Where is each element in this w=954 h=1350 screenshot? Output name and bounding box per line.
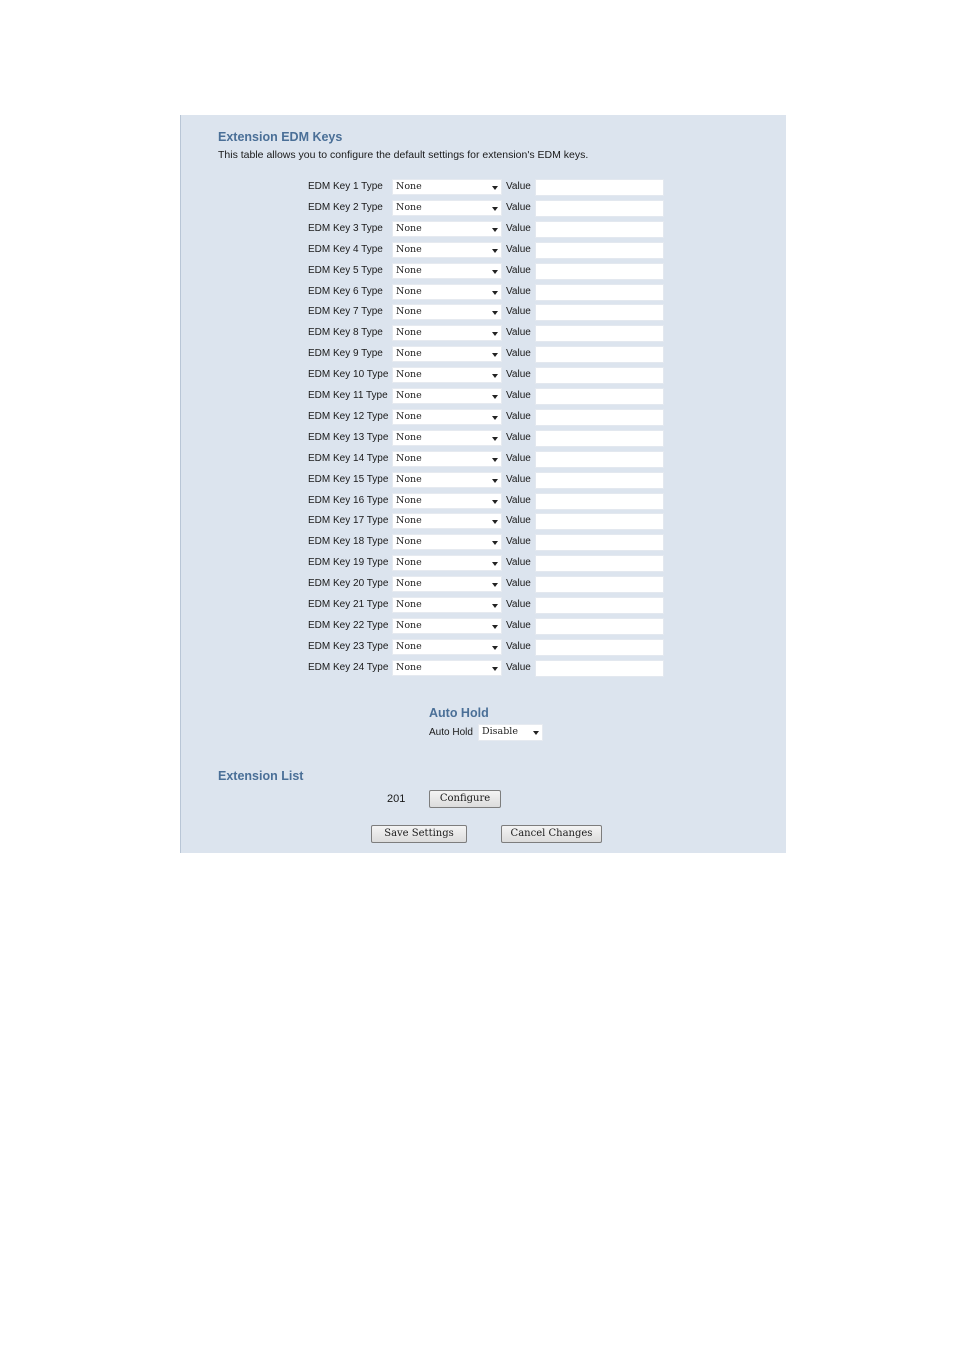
chevron-down-icon bbox=[492, 416, 498, 420]
edm-key-type-value: None bbox=[396, 494, 422, 506]
edm-key-label: EDM Key 14 Type bbox=[308, 452, 389, 464]
edm-key-label: EDM Key 12 Type bbox=[308, 410, 389, 422]
auto-hold-selected-value: Disable bbox=[482, 726, 518, 737]
edm-key-value-label: Value bbox=[506, 369, 531, 381]
chevron-down-icon bbox=[533, 731, 539, 735]
chevron-down-icon bbox=[492, 583, 498, 587]
edm-key-type-value: None bbox=[396, 222, 422, 234]
edm-key-value-input[interactable] bbox=[535, 367, 664, 384]
edm-key-type-value: None bbox=[396, 431, 422, 443]
edm-key-value-input[interactable] bbox=[535, 618, 664, 635]
edm-key-type-value: None bbox=[396, 410, 422, 422]
edm-key-type-value: None bbox=[396, 243, 422, 255]
edm-key-row bbox=[181, 388, 786, 406]
edm-key-type-select[interactable] bbox=[392, 576, 502, 592]
chevron-down-icon bbox=[492, 207, 498, 211]
edm-key-value-label: Value bbox=[506, 327, 531, 339]
edm-key-label: EDM Key 9 Type bbox=[308, 348, 383, 360]
edm-key-value-input[interactable] bbox=[535, 221, 664, 238]
edm-key-value-input[interactable] bbox=[535, 263, 664, 280]
edm-key-value-input[interactable] bbox=[535, 284, 664, 301]
chevron-down-icon bbox=[492, 604, 498, 608]
edm-key-type-select[interactable] bbox=[392, 284, 502, 300]
edm-key-value-label: Value bbox=[506, 410, 531, 422]
chevron-down-icon bbox=[492, 520, 498, 524]
edm-key-label: EDM Key 4 Type bbox=[308, 243, 383, 255]
chevron-down-icon bbox=[492, 228, 498, 232]
edm-key-label: EDM Key 3 Type bbox=[308, 222, 383, 234]
auto-hold-title: Auto Hold bbox=[429, 706, 489, 720]
edm-key-value-input[interactable] bbox=[535, 325, 664, 342]
edm-key-type-value: None bbox=[396, 473, 422, 485]
configure-button[interactable]: Configure bbox=[429, 790, 501, 808]
edm-key-value-label: Value bbox=[506, 222, 531, 234]
chevron-down-icon bbox=[492, 186, 498, 190]
edm-key-value-label: Value bbox=[506, 181, 531, 192]
cancel-changes-button[interactable]: Cancel Changes bbox=[501, 825, 602, 843]
edm-key-type-value: None bbox=[396, 599, 422, 610]
edm-key-type-select[interactable] bbox=[392, 513, 502, 529]
edm-key-type-select[interactable] bbox=[392, 221, 502, 237]
edm-key-value-input[interactable] bbox=[535, 534, 664, 551]
chevron-down-icon bbox=[492, 353, 498, 357]
chevron-down-icon bbox=[492, 437, 498, 441]
edm-key-value-input[interactable] bbox=[535, 200, 664, 217]
chevron-down-icon bbox=[492, 332, 498, 336]
edm-key-label: EDM Key 16 Type bbox=[308, 494, 389, 506]
edm-key-label: EDM Key 2 Type bbox=[308, 201, 383, 213]
edm-key-label: EDM Key 17 Type bbox=[308, 515, 389, 527]
edm-key-value-label: Value bbox=[506, 619, 531, 631]
edm-key-value-label: Value bbox=[506, 348, 531, 360]
chevron-down-icon bbox=[492, 541, 498, 545]
edm-key-row bbox=[181, 325, 786, 343]
edm-key-value-input[interactable] bbox=[535, 451, 664, 468]
edm-key-type-value: None bbox=[396, 536, 422, 548]
edm-key-type-value: None bbox=[396, 452, 422, 464]
edm-key-row bbox=[181, 513, 786, 531]
edm-key-row bbox=[181, 430, 786, 448]
edm-key-value-input[interactable] bbox=[535, 242, 664, 259]
edm-key-type-select[interactable] bbox=[392, 367, 502, 383]
edm-key-row bbox=[181, 284, 786, 302]
edm-key-value-input[interactable] bbox=[535, 576, 664, 593]
edm-key-type-select[interactable] bbox=[392, 346, 502, 362]
edm-key-row bbox=[181, 409, 786, 427]
edm-key-value-label: Value bbox=[506, 536, 531, 548]
auto-hold-select[interactable] bbox=[478, 724, 543, 741]
edm-key-value-label: Value bbox=[506, 661, 531, 673]
edm-key-type-select[interactable] bbox=[392, 451, 502, 467]
edm-key-row bbox=[181, 534, 786, 552]
edm-key-type-select[interactable] bbox=[392, 304, 502, 320]
edm-key-row bbox=[181, 555, 786, 573]
edm-key-row bbox=[181, 660, 786, 678]
chevron-down-icon bbox=[492, 374, 498, 378]
edm-key-type-select[interactable] bbox=[392, 242, 502, 258]
edm-key-label: EDM Key 8 Type bbox=[308, 327, 383, 339]
edm-key-value-label: Value bbox=[506, 285, 531, 297]
edm-key-value-label: Value bbox=[506, 557, 531, 569]
edm-key-row bbox=[181, 346, 786, 364]
edm-key-label: EDM Key 20 Type bbox=[308, 578, 389, 590]
edm-key-type-select[interactable] bbox=[392, 409, 502, 425]
edm-key-row bbox=[181, 179, 786, 197]
edm-key-type-value: None bbox=[396, 557, 422, 569]
chevron-down-icon bbox=[492, 249, 498, 253]
edm-key-type-select[interactable] bbox=[392, 179, 502, 195]
edm-key-value-input[interactable] bbox=[535, 493, 664, 510]
edm-key-type-select[interactable] bbox=[392, 555, 502, 571]
edm-key-type-select[interactable] bbox=[392, 325, 502, 341]
edm-key-value-input[interactable] bbox=[535, 513, 664, 530]
edm-key-value-label: Value bbox=[506, 473, 531, 485]
edm-key-label: EDM Key 19 Type bbox=[308, 557, 389, 569]
edm-key-type-select[interactable] bbox=[392, 388, 502, 404]
edm-key-type-value: None bbox=[396, 181, 422, 192]
edm-key-type-select[interactable] bbox=[392, 472, 502, 488]
edm-key-label: EDM Key 18 Type bbox=[308, 536, 389, 548]
edm-key-row bbox=[181, 200, 786, 218]
edm-key-row bbox=[181, 263, 786, 281]
edm-keys-description: This table allows you to configure the default settings for extension's EDM keys. bbox=[218, 149, 589, 161]
edm-key-value-label: Value bbox=[506, 264, 531, 276]
edm-key-value-label: Value bbox=[506, 452, 531, 464]
save-settings-button[interactable]: Save Settings bbox=[371, 825, 467, 843]
chevron-down-icon bbox=[492, 500, 498, 504]
edm-key-label: EDM Key 15 Type bbox=[308, 473, 389, 485]
edm-key-value-label: Value bbox=[506, 515, 531, 527]
edm-key-type-value: None bbox=[396, 578, 422, 590]
edm-key-row bbox=[181, 597, 786, 615]
edm-key-row bbox=[181, 221, 786, 239]
edm-key-label: EDM Key 22 Type bbox=[308, 619, 389, 631]
chevron-down-icon bbox=[492, 270, 498, 274]
edm-key-value-input[interactable] bbox=[535, 639, 664, 656]
edm-key-type-value: None bbox=[396, 515, 422, 527]
chevron-down-icon bbox=[492, 458, 498, 462]
edm-key-type-value: None bbox=[396, 285, 422, 297]
edm-key-value-label: Value bbox=[506, 431, 531, 443]
chevron-down-icon bbox=[492, 311, 498, 315]
chevron-down-icon bbox=[492, 562, 498, 566]
edm-key-label: EDM Key 6 Type bbox=[308, 285, 383, 297]
edm-key-type-value: None bbox=[396, 327, 422, 339]
edm-key-value-label: Value bbox=[506, 201, 531, 213]
edm-key-type-select[interactable] bbox=[392, 618, 502, 634]
edm-key-value-input[interactable] bbox=[535, 346, 664, 363]
edm-key-type-select[interactable] bbox=[392, 660, 502, 676]
extension-number: 201 bbox=[387, 793, 406, 805]
edm-key-type-value: None bbox=[396, 619, 422, 631]
edm-key-type-value: None bbox=[396, 264, 422, 276]
edm-key-label: EDM Key 23 Type bbox=[308, 640, 389, 652]
edm-key-label: EDM Key 24 Type bbox=[308, 661, 389, 673]
edm-key-value-input[interactable] bbox=[535, 472, 664, 489]
edm-key-row bbox=[181, 451, 786, 469]
chevron-down-icon bbox=[492, 625, 498, 629]
edm-key-value-label: Value bbox=[506, 578, 531, 590]
edm-key-row bbox=[181, 639, 786, 657]
edm-key-label: EDM Key 5 Type bbox=[308, 264, 383, 276]
edm-key-value-input[interactable] bbox=[535, 409, 664, 426]
chevron-down-icon bbox=[492, 395, 498, 399]
extension-list-title: Extension List bbox=[218, 769, 304, 783]
chevron-down-icon bbox=[492, 479, 498, 483]
edm-key-type-value: None bbox=[396, 390, 422, 401]
edm-key-type-select[interactable] bbox=[392, 200, 502, 216]
edm-key-row bbox=[181, 367, 786, 385]
edm-key-value-input[interactable] bbox=[535, 597, 664, 614]
edm-key-label: EDM Key 10 Type bbox=[308, 369, 389, 381]
edm-key-type-value: None bbox=[396, 661, 422, 673]
edm-key-value-label: Value bbox=[506, 243, 531, 255]
edm-key-row bbox=[181, 242, 786, 260]
edm-key-row bbox=[181, 618, 786, 636]
edm-key-value-input[interactable] bbox=[535, 179, 664, 196]
edm-key-type-select[interactable] bbox=[392, 534, 502, 550]
edm-key-type-select[interactable] bbox=[392, 430, 502, 446]
edm-key-type-select[interactable] bbox=[392, 493, 502, 509]
edm-key-value-label: Value bbox=[506, 599, 531, 610]
edm-key-value-label: Value bbox=[506, 306, 531, 318]
edm-key-row bbox=[181, 576, 786, 594]
edm-key-type-value: None bbox=[396, 348, 422, 360]
edm-key-label: EDM Key 13 Type bbox=[308, 431, 389, 443]
edm-key-label: EDM Key 1 Type bbox=[308, 181, 383, 192]
edm-key-value-input[interactable] bbox=[535, 660, 664, 677]
edm-key-type-select[interactable] bbox=[392, 263, 502, 279]
edm-key-type-value: None bbox=[396, 306, 422, 318]
edm-key-label: EDM Key 11 Type bbox=[308, 390, 388, 401]
settings-panel bbox=[180, 115, 786, 853]
edm-key-type-select[interactable] bbox=[392, 597, 502, 613]
auto-hold-label: Auto Hold bbox=[429, 727, 473, 738]
chevron-down-icon bbox=[492, 646, 498, 650]
edm-key-value-label: Value bbox=[506, 494, 531, 506]
edm-keys-title: Extension EDM Keys bbox=[218, 130, 343, 144]
edm-key-row bbox=[181, 472, 786, 490]
edm-key-value-label: Value bbox=[506, 640, 531, 652]
edm-key-label: EDM Key 7 Type bbox=[308, 306, 383, 318]
edm-key-row bbox=[181, 304, 786, 322]
edm-key-label: EDM Key 21 Type bbox=[308, 599, 389, 610]
edm-key-type-value: None bbox=[396, 369, 422, 381]
chevron-down-icon bbox=[492, 291, 498, 295]
edm-key-value-input[interactable] bbox=[535, 430, 664, 447]
chevron-down-icon bbox=[492, 667, 498, 671]
edm-key-type-value: None bbox=[396, 640, 422, 652]
edm-key-value-input[interactable] bbox=[535, 304, 664, 321]
edm-key-row bbox=[181, 493, 786, 511]
edm-key-type-select[interactable] bbox=[392, 639, 502, 655]
edm-key-value-label: Value bbox=[506, 390, 531, 401]
edm-key-value-input[interactable] bbox=[535, 388, 664, 405]
edm-key-value-input[interactable] bbox=[535, 555, 664, 572]
edm-key-type-value: None bbox=[396, 201, 422, 213]
